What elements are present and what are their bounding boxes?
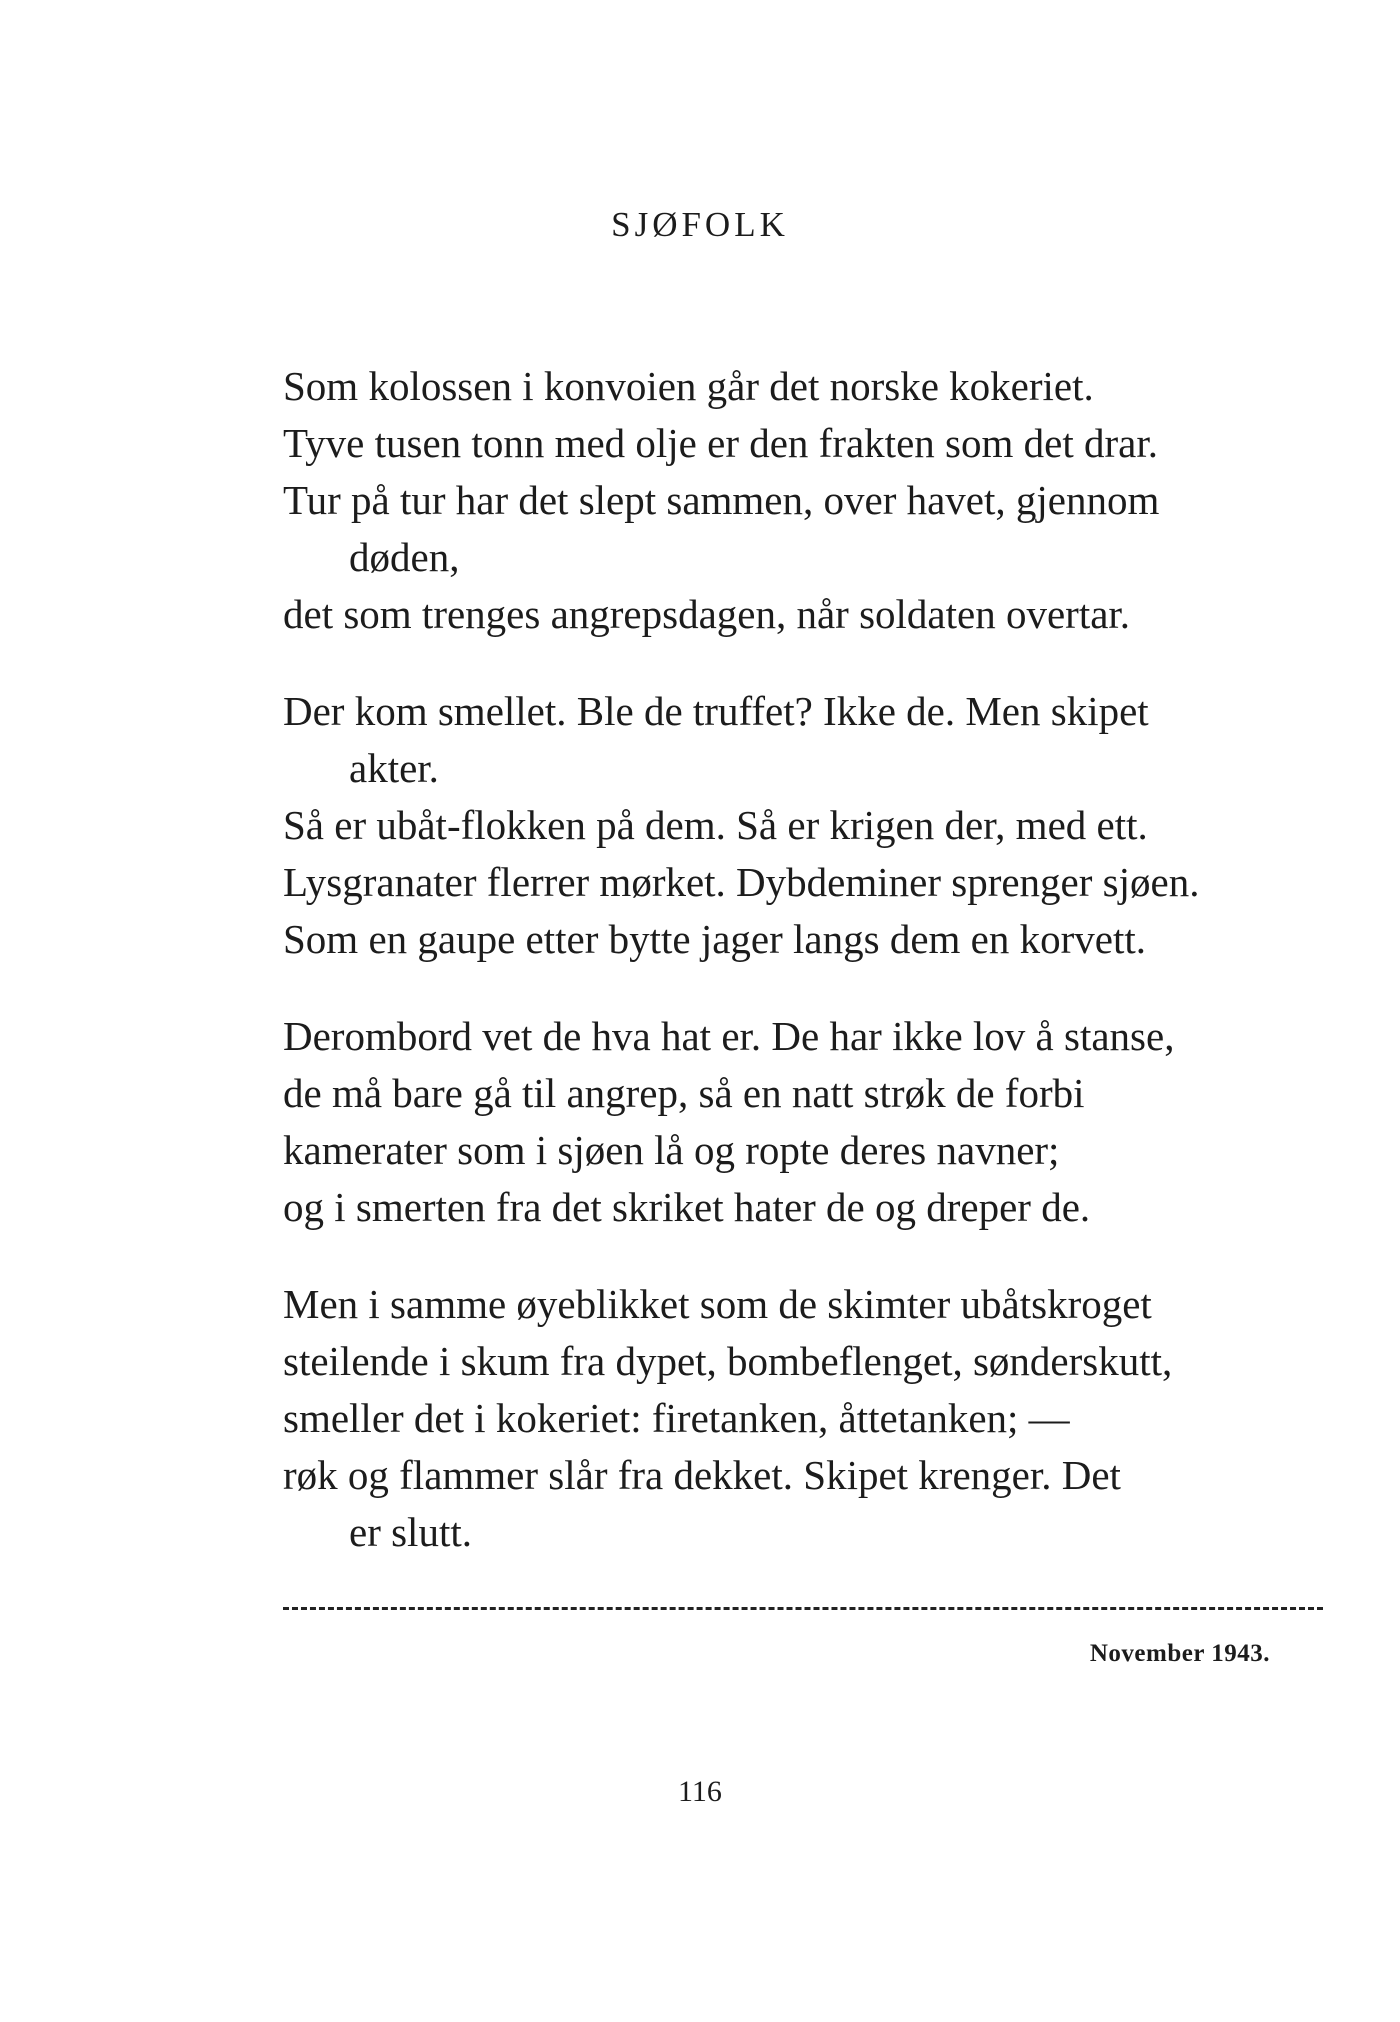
poem-line: steilende i skum fra dypet, bombeflenget, sønderskutt, <box>283 1338 1173 1384</box>
poem-line: og i smerten fra det skriket hater de og dreper de. <box>283 1184 1091 1230</box>
poem-date: November 1943. <box>1089 1640 1270 1667</box>
poem-line: røk og flammer slår fra dekket. Skipet krenger. Det <box>283 1452 1121 1498</box>
poem-line: Så er ubåt-flokken på dem. Så er krigen der, med ett. <box>283 802 1148 848</box>
poem-line: kamerater som i sjøen lå og ropte deres navner; <box>283 1127 1060 1173</box>
dashed-separator <box>283 1607 1323 1610</box>
poem-line-continuation: er slutt. <box>349 1509 472 1555</box>
poem-line: de må bare gå til angrep, så en natt strøk de forbi <box>283 1070 1085 1116</box>
poem-line: Derombord vet de hva hat er. De har ikke lov å stanse, <box>283 1013 1175 1059</box>
poem-line: Der kom smellet. Ble de truffet? Ikke de. Men skipet <box>283 688 1149 734</box>
stanza-4 <box>283 1276 1343 1561</box>
poem-line: Lysgranater flerrer mørket. Dybdeminer sprenger sjøen. <box>283 859 1200 905</box>
poem-body <box>283 358 1343 1601</box>
stanza-3 <box>283 1008 1343 1236</box>
poem-line: Tyve tusen tonn med olje er den frakten som det drar. <box>283 420 1158 466</box>
poem-line: Som kolossen i konvoien går det norske kokeriet. <box>283 363 1094 409</box>
poem-line-continuation: akter. <box>349 745 439 791</box>
poem-line: Men i samme øyeblikket som de skimter ubåtskroget <box>283 1281 1152 1327</box>
stanza-1 <box>283 358 1343 643</box>
poem-line: det som trenges angrepsdagen, når soldaten overtar. <box>283 591 1131 637</box>
poem-line-continuation: døden, <box>349 534 460 580</box>
poem-title: SJØFOLK <box>611 205 789 244</box>
poem-line: Som en gaupe etter bytte jager langs dem en korvett. <box>283 916 1147 962</box>
page-number: 116 <box>678 1775 722 1808</box>
poem-line: Tur på tur har det slept sammen, over havet, gjennom <box>283 477 1160 523</box>
stanza-2 <box>283 683 1343 968</box>
poem-line: smeller det i kokeriet: firetanken, åttetanken; — <box>283 1395 1070 1441</box>
